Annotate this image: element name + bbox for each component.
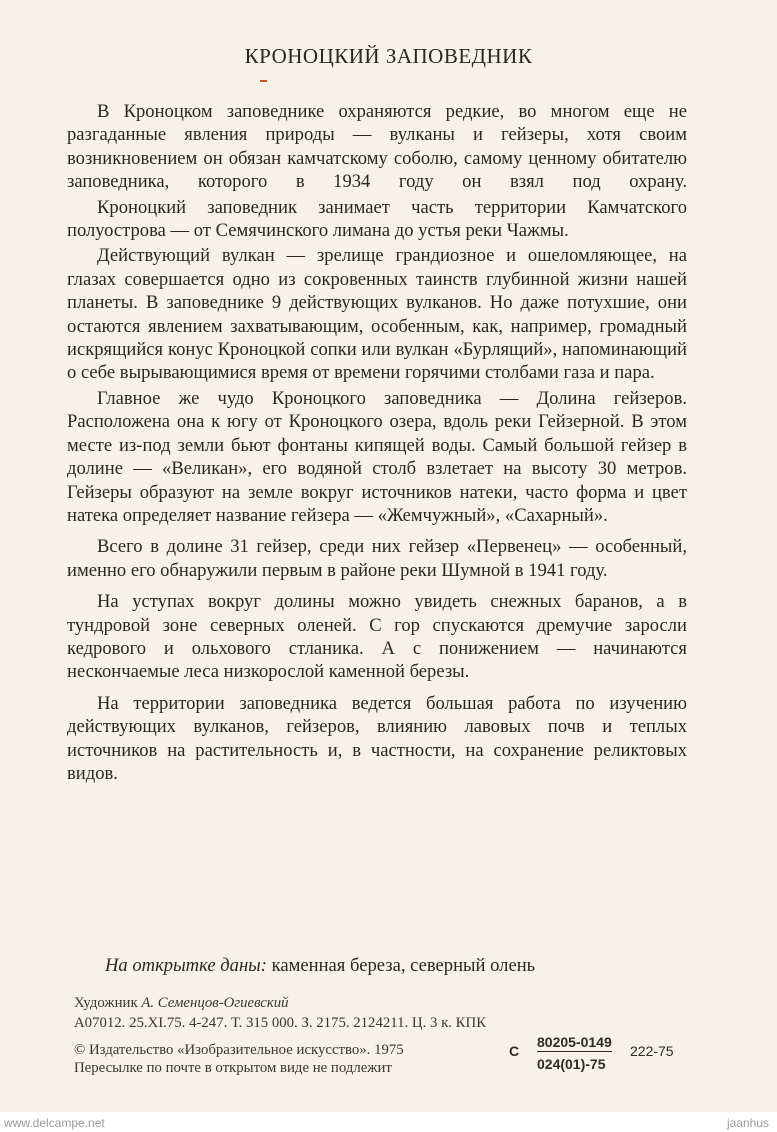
article-body bbox=[67, 100, 687, 785]
imprint-letter: С bbox=[509, 1043, 520, 1059]
imprint-denominator: 024(01)-75 bbox=[537, 1056, 606, 1072]
mail-note: Пересылке по почте в открытом виде не подлежит bbox=[74, 1060, 392, 1076]
page-title: КРОНОЦКИЙ ЗАПОВЕДНИК bbox=[244, 44, 533, 68]
artist-label: Художник bbox=[74, 995, 142, 1011]
publisher-line: © Издательство «Изобразительное искусство». 1975 bbox=[74, 1042, 404, 1058]
paragraph-3: Действующий вулкан — зрелище грандиозное и ошеломляющее, на глазах совершается одно из сокровенных таинств глубинной жизни нашей планеты. В заповеднике 9 действующих вулканов. Но даже потухшие, они остаются явлением захватывающим, особенным, как, например, громадный искрящийся конус Кроноцкой сопки или вулкан «Бурлящий», напоминающий о себе вырывающимися время от времени горячими столбами газа и пара. bbox=[67, 245, 687, 384]
decorative-dash bbox=[260, 80, 267, 82]
paragraph-7: На территории заповедника ведется большая работа по изучению действующих вулканов, гейзеров, влиянию лавовых почв и теплых источников на растительность и, в частности, на сохранение реликтовых видов. bbox=[67, 692, 687, 784]
watermark-right: jaanhus bbox=[726, 1116, 769, 1130]
imprint-suffix: 222-75 bbox=[630, 1043, 674, 1059]
paragraph-6: На уступах вокруг долины можно увидеть снежных баранов, а в тундровой зоне северных оленей. С гор спускаются дремучие заросли кедрового и ольхового стланика. А с понижением — начинаются нескончаемые леса низкорослой каменной березы. bbox=[67, 591, 687, 683]
paragraph-4: Главное же чудо Кроноцкого заповедника — Долина гейзеров. Расположена она к югу от Кроноцкого озера, вдоль реки Гейзерной. В этом месте из-под земли бьют фонтаны кипящей воды. Самый большой гейзер в долине — «Великан», его водяной столб взлетает на высоту 30 метров. Гейзеры образуют на земле вокруг источников натеки, часто форма и цвет натека определяет название гейзера — «Жемчужный», «Сахарный». bbox=[67, 387, 687, 526]
watermark-left: www.delcampe.net bbox=[4, 1116, 105, 1130]
artist-name: А. Семенцов-Огиевский bbox=[141, 995, 289, 1011]
artist-credit bbox=[74, 994, 289, 1012]
caption-text: каменная береза, северный олень bbox=[266, 955, 536, 976]
paragraph-1: В Кроноцком заповеднике охраняются редкие, во многом еще не разгаданные явления природы — вулканы и гейзеры, хотя своим возникновением он обязан камчатскому соболю, самому ценному обитателю заповедника, которого в 1934 году он взял под охрану. bbox=[67, 101, 687, 193]
paragraph-2: Кроноцкий заповедник занимает часть территории Камчатского полуострова — от Семячинского лимана до устья реки Чажмы. bbox=[67, 196, 687, 242]
imprint-numerator: 80205-0149 bbox=[537, 1034, 612, 1050]
caption-label: На открытке даны: bbox=[105, 955, 267, 976]
caption bbox=[105, 955, 535, 977]
print-codes: А07012. 25.XI.75. 4-247. Т. 315 000. З. 2175. 2124211. Ц. 3 к. КПК bbox=[74, 1015, 487, 1031]
paragraph-5: Всего в долине 31 гейзер, среди них гейзер «Первенец» — особенный, именно его обнаружили первым в районе реки Шумной в 1941 году. bbox=[67, 536, 687, 581]
